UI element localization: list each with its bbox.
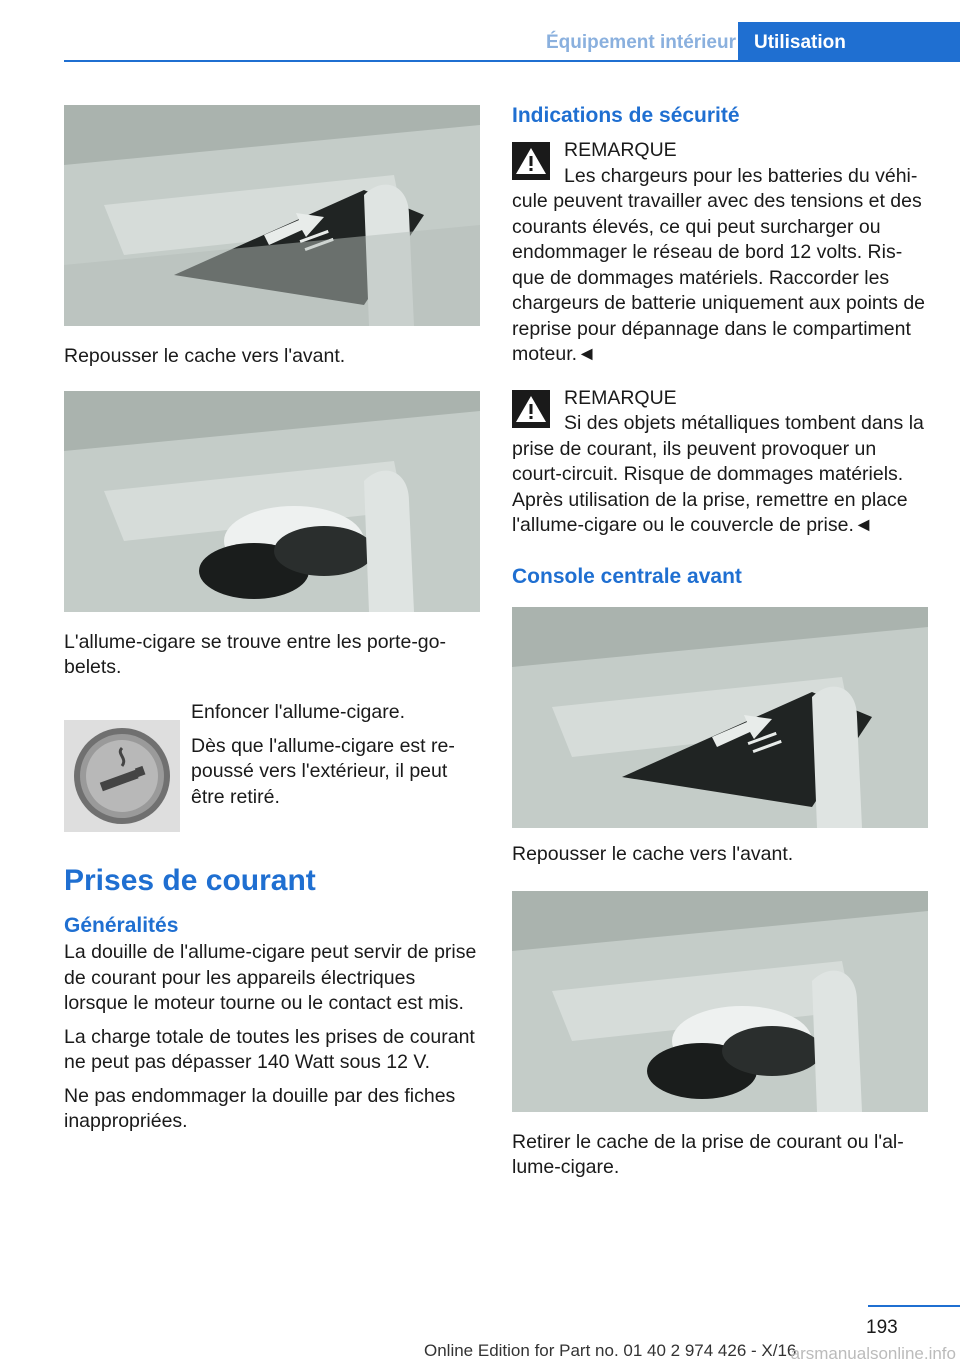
safety-note-2	[512, 386, 928, 539]
watermark: arsmanualsonline.info	[790, 1344, 956, 1362]
header-section: Équipement intérieur	[545, 32, 736, 53]
footer-rule	[868, 1305, 960, 1307]
console-cover-illustration	[64, 105, 480, 326]
header-rule	[64, 60, 960, 62]
warning-symbol	[512, 142, 550, 180]
cupholder-photo-right	[512, 891, 928, 1112]
warning-symbol	[512, 390, 550, 428]
paragraph-2: La charge totale de toutes les prises de courant ne peut pas dépasser 140 Watt sous 12 V.	[64, 1025, 475, 1073]
cigarette-lighter-icon	[64, 720, 180, 832]
paragraph-1: La douille de l'allume-cigare peut servir de prise de courant pour les appareils électriques lorsque le moteur tourne ou le contact est mis.	[64, 941, 477, 1014]
note-2-body: Si des objets métalliques tombent dans la prise de courant, ils peuvent provoquer un court-circuit. Risque de dommages matériels. Après utilisation de la prise, remettre en place l'allume-cigare ou le couvercle de prise.◄	[512, 412, 924, 536]
page-number: 193	[866, 1317, 898, 1338]
right-column	[512, 100, 928, 1180]
warning-triangle-icon	[512, 390, 550, 428]
cupholder-illustration	[64, 391, 480, 612]
lighter-step-1: Enfoncer l'allume-cigare.	[191, 701, 405, 723]
lighter-symbol	[64, 720, 180, 832]
cupholder-illustration-right	[512, 891, 928, 1112]
console-heading: Console centrale avant	[512, 564, 742, 588]
lighter-instructions	[64, 700, 480, 830]
console-cover-photo	[64, 105, 480, 326]
paragraph-3: Ne pas endommager la douille par des fiches inappropriées.	[64, 1084, 456, 1132]
console-cover-photo-right	[512, 607, 928, 828]
page-header	[64, 22, 960, 62]
left-column	[64, 105, 480, 1135]
lighter-text	[191, 700, 480, 810]
console-cover-illustration-right	[512, 607, 928, 828]
warning-triangle-icon	[512, 142, 550, 180]
header-tab: Utilisation	[738, 22, 960, 62]
cupholder-photo	[64, 391, 480, 612]
subsection-heading: Généralités	[64, 914, 179, 937]
section-heading: Prises de courant	[64, 864, 316, 897]
safety-heading: Indications de sécurité	[512, 104, 740, 127]
right-photo-caption-1: Repousser le cache vers l'avant.	[512, 842, 794, 865]
edition-info: Online Edition for Part no. 01 40 2 974 426 - X/16	[424, 1341, 797, 1360]
safety-note-1	[512, 138, 928, 368]
note-2-title: REMARQUE	[564, 386, 677, 409]
photo-caption-1: Repousser le cache vers l'avant.	[64, 345, 346, 367]
note-1-body: Les chargeurs pour les batteries du véhicule peuvent travailler avec des tensions et des courants élevés, ce qui peut surcharger ou endommager le réseau de bord 12 volts. Risque de dommages matériels. Raccorder les chargeurs de batterie uniquement aux points de reprise pour dépannage dans le compartiment moteur.◄	[512, 164, 926, 365]
note-1-title: REMARQUE	[564, 139, 677, 161]
lighter-step-2: Dès que l'allume-cigare est repoussé vers l'extérieur, il peut être retiré.	[191, 734, 455, 808]
photo-caption-2: L'allume-cigare se trouve entre les porte-gobelets.	[64, 631, 446, 678]
right-photo-caption-2: Retirer le cache de la prise de courant ou l'allume-cigare.	[512, 1130, 904, 1178]
